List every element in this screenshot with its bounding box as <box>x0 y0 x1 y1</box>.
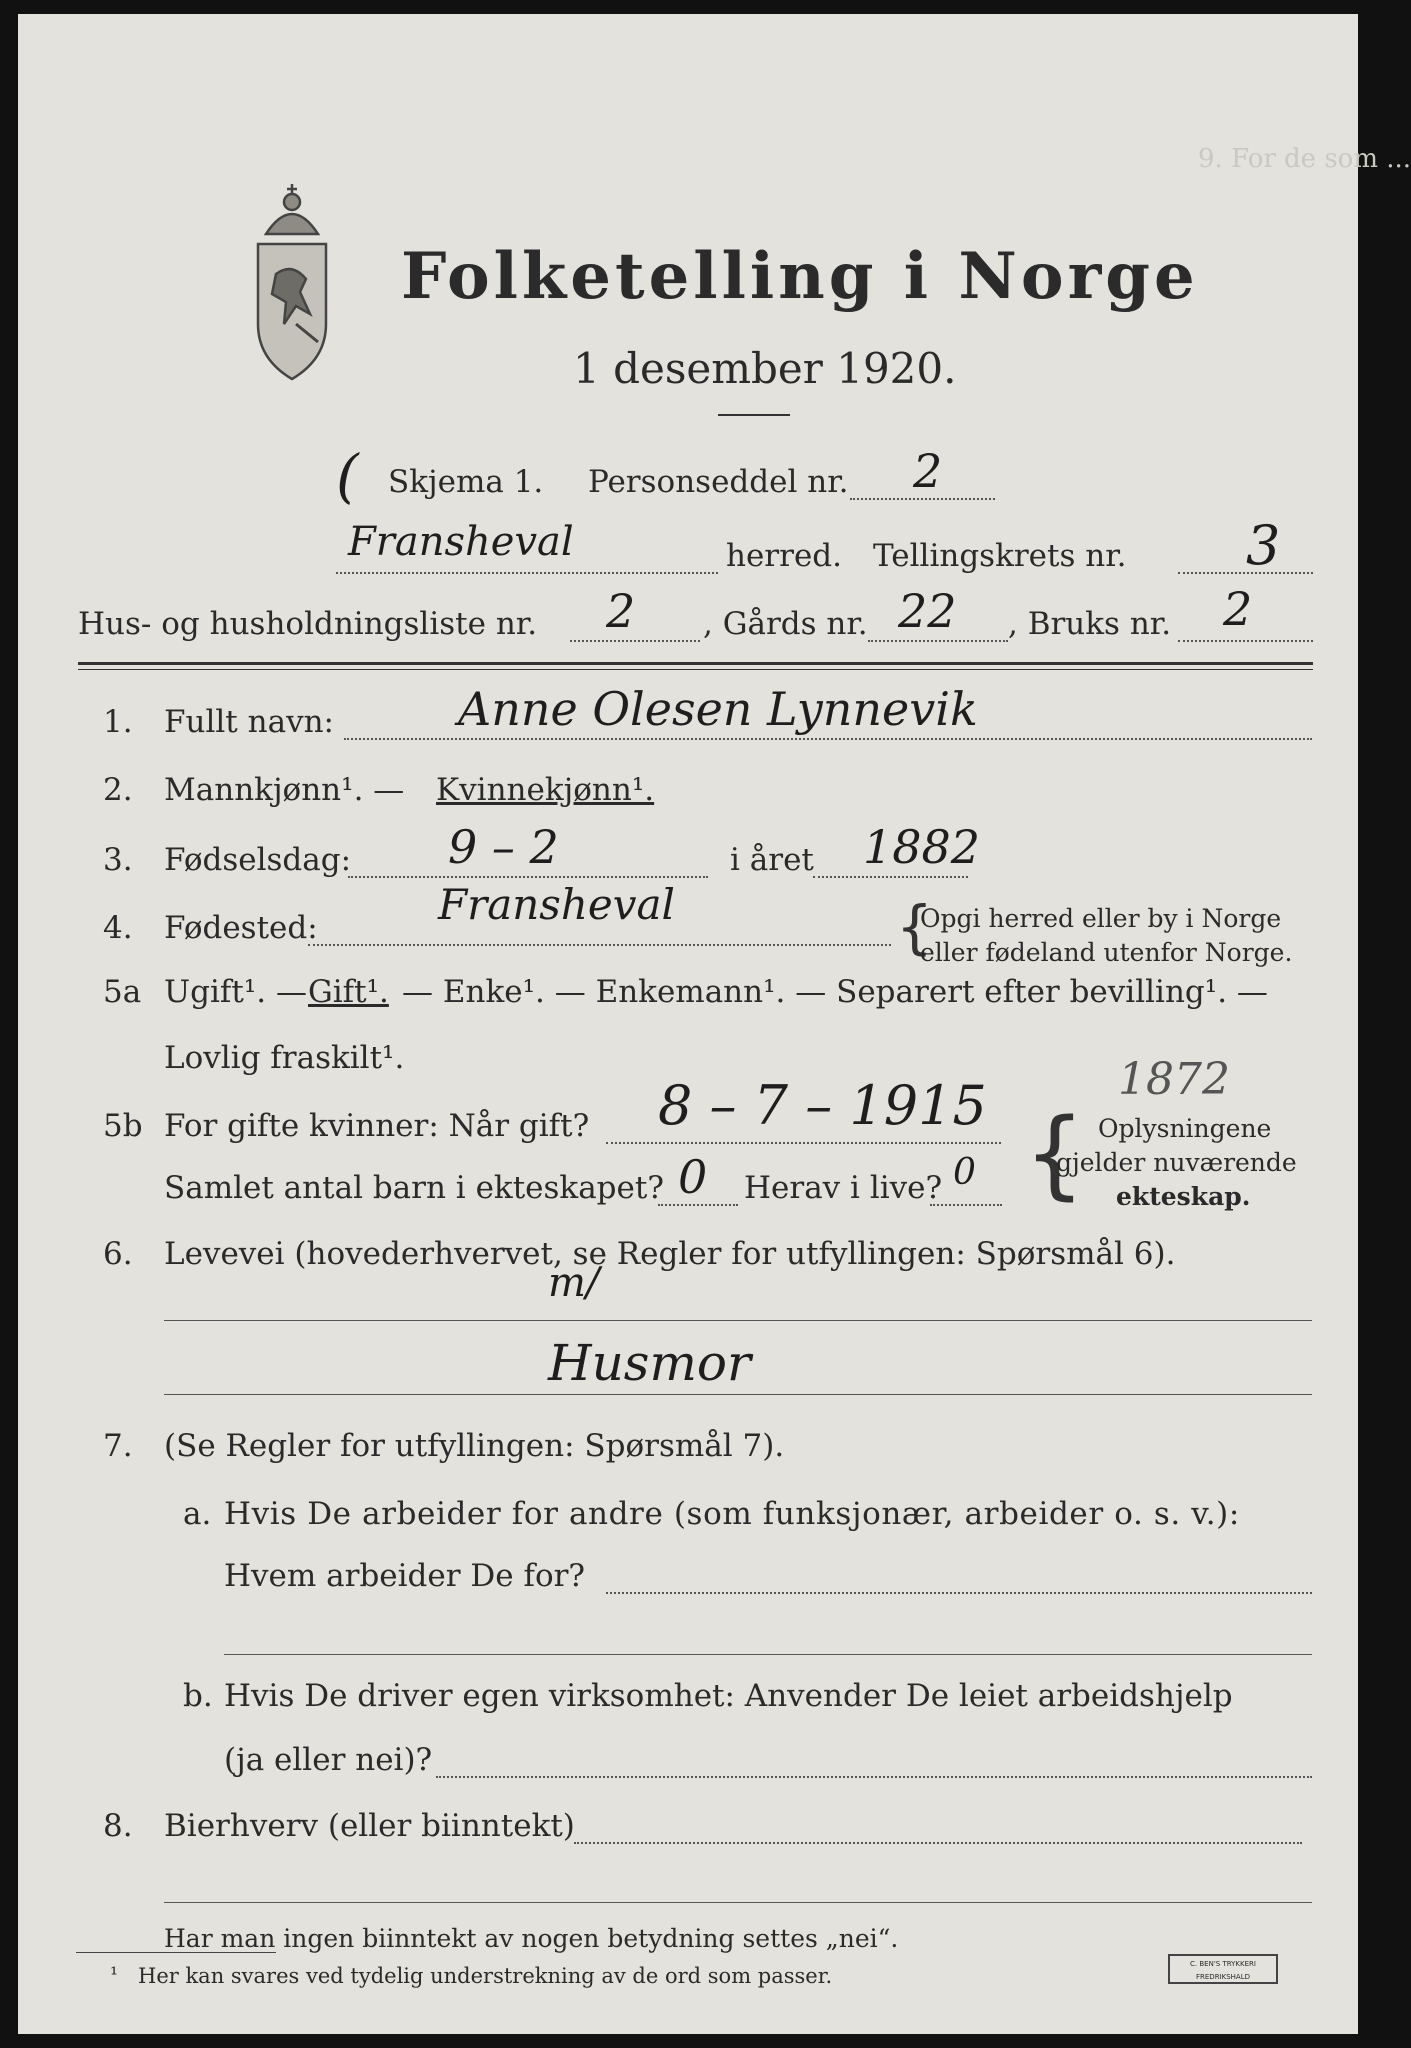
herred-line <box>336 572 718 574</box>
q5a-other-options: — Enke¹. — Enkemann¹. — Separert efter bevilling¹. — <box>402 974 1268 1010</box>
q4-note-line2: eller fødeland utenfor Norge. <box>920 938 1293 967</box>
q7a-letter: a. <box>183 1496 212 1532</box>
hus-line <box>570 640 700 642</box>
gards-line <box>868 640 1008 642</box>
q3-year-value[interactable]: 1882 <box>863 820 981 874</box>
q5a-ugift: Ugift¹. — <box>164 974 307 1010</box>
bleed-through-text: 9. For de som ... <box>1198 144 1411 174</box>
q1-label: Fullt navn: <box>164 704 334 740</box>
q5b-children-label: Samlet antal barn i ekteskapet? <box>164 1170 664 1206</box>
q5b-married-value[interactable]: 8 – 7 – 1915 <box>658 1074 987 1137</box>
printer-stamp-line2: FREDRIKSHALD <box>1195 1973 1250 1981</box>
q5b-number: 5b <box>103 1108 143 1144</box>
q6-value-line2[interactable]: Husmor <box>548 1334 751 1392</box>
q3-birthday-value[interactable]: 9 – 2 <box>448 820 559 874</box>
q2-kvinnekjonn-label[interactable]: Kvinnekjønn¹. <box>436 772 655 808</box>
q5b-note-line1: Oplysningene <box>1098 1114 1272 1143</box>
q7b-line1: Hvis De driver egen virksomhet: Anvender De leiet arbeidshjelp <box>224 1678 1233 1714</box>
q5b-alive-line <box>930 1204 1002 1206</box>
personseddel-label: Personseddel nr. <box>588 464 849 500</box>
q4-brace: { <box>896 893 933 961</box>
q7-label: (Se Regler for utfyllingen: Spørsmål 7). <box>164 1428 785 1464</box>
herred-value[interactable]: Fransheval <box>348 519 574 565</box>
q4-number: 4. <box>103 910 133 946</box>
bruks-label: , Bruks nr. <box>1008 606 1172 642</box>
q6-line2 <box>164 1394 1312 1395</box>
hus-value[interactable]: 2 <box>606 584 636 638</box>
q7-number: 7. <box>103 1428 133 1464</box>
form-title: Folketelling i Norge <box>401 239 1199 314</box>
q4-birthplace-value[interactable]: Fransheval <box>438 880 675 929</box>
q7b-answer-line <box>436 1776 1312 1778</box>
q3-year-label: i året <box>730 842 814 878</box>
q3-day-line <box>348 876 708 878</box>
q8-label: Bierhverv (eller biinntekt) <box>164 1808 575 1844</box>
q5a-fraskilt: Lovlig fraskilt¹. <box>164 1040 405 1076</box>
q5b-children-value[interactable]: 0 <box>678 1150 708 1204</box>
q7b-line2: (ja eller nei)? <box>224 1742 433 1778</box>
q7a-answer-line2 <box>224 1654 1312 1655</box>
footnote-divider <box>76 1952 276 1953</box>
handwritten-mark: ( <box>336 442 359 510</box>
q2-number: 2. <box>103 772 133 808</box>
q5b-note-line2: gjelder nuværende <box>1056 1148 1297 1177</box>
title-divider <box>718 414 790 416</box>
personseddel-line <box>850 498 995 500</box>
q3-label: Fødselsdag: <box>164 842 352 878</box>
header-divider-top <box>78 662 1313 665</box>
norway-coat-of-arms-icon <box>236 174 348 384</box>
q1-number: 1. <box>103 704 133 740</box>
q3-year-line <box>813 876 968 878</box>
tellingskrets-value[interactable]: 3 <box>1246 514 1281 577</box>
q1-full-name-value[interactable]: Anne Olesen Lynnevik <box>458 682 978 736</box>
census-form-page <box>18 14 1411 2034</box>
header-divider-bottom <box>78 669 1313 670</box>
q5b-extra-note: 1872 <box>1118 1054 1230 1105</box>
printer-stamp-line1: C. BEN'S TRYKKERI <box>1190 1960 1256 1968</box>
q5b-note-line3: ekteskap. <box>1116 1182 1251 1211</box>
q5b-alive-label: Herav i live? <box>744 1170 943 1206</box>
herred-label: herred. <box>726 538 842 574</box>
q6-value-line1[interactable]: m/ <box>548 1260 600 1306</box>
hus-label: Hus- og husholdningsliste nr. <box>78 606 538 642</box>
q1-line <box>344 738 1312 740</box>
q3-number: 3. <box>103 842 133 878</box>
q5a-gift[interactable]: Gift¹. <box>308 974 389 1010</box>
q5b-married-line <box>606 1142 1001 1144</box>
census-date: 1 desember 1920. <box>573 344 957 393</box>
q4-label: Fødested: <box>164 910 318 946</box>
q7a-line2: Hvem arbeider De for? <box>224 1558 586 1594</box>
q8-line2 <box>164 1902 1312 1903</box>
skjema-label: Skjema 1. <box>388 464 544 500</box>
personseddel-value[interactable]: 2 <box>913 444 943 498</box>
q8-line <box>574 1842 1302 1844</box>
footnote-mark: ¹ <box>110 1962 119 1986</box>
q8-number: 8. <box>103 1808 133 1844</box>
bruks-line <box>1178 640 1313 642</box>
q5a-number: 5a <box>103 974 142 1010</box>
footnote-text: Her kan svares ved tydelig understrekning av de ord som passer. <box>138 1964 833 1988</box>
bruks-value[interactable]: 2 <box>1223 582 1253 636</box>
q4-line <box>308 944 891 946</box>
footer-note: Har man ingen biinntekt av nogen betydning settes „nei“. <box>164 1924 899 1953</box>
q5b-brace: { <box>1024 1098 1086 1210</box>
q5b-alive-value[interactable]: 0 <box>953 1152 976 1193</box>
q7a-answer-line <box>606 1592 1312 1594</box>
q5b-married-label: For gifte kvinner: Når gift? <box>164 1108 590 1144</box>
q6-line1 <box>164 1320 1312 1321</box>
q7b-letter: b. <box>183 1678 213 1714</box>
gards-value[interactable]: 22 <box>898 584 957 638</box>
gards-label: , Gårds nr. <box>703 606 868 642</box>
q4-note-line1: Opgi herred eller by i Norge <box>920 904 1282 933</box>
q5b-children-line <box>658 1204 738 1206</box>
q7a-line1: Hvis De arbeider for andre (som funksjonær, arbeider o. s. v.): <box>224 1496 1240 1532</box>
tellingskrets-label: Tellingskrets nr. <box>873 538 1127 574</box>
q2-mannkjonn-label: Mannkjønn¹. — <box>164 772 405 808</box>
printer-stamp <box>1168 1954 1278 1984</box>
q6-label: Levevei (hovederhvervet, se Regler for utfyllingen: Spørsmål 6). <box>164 1236 1176 1272</box>
q6-number: 6. <box>103 1236 133 1272</box>
